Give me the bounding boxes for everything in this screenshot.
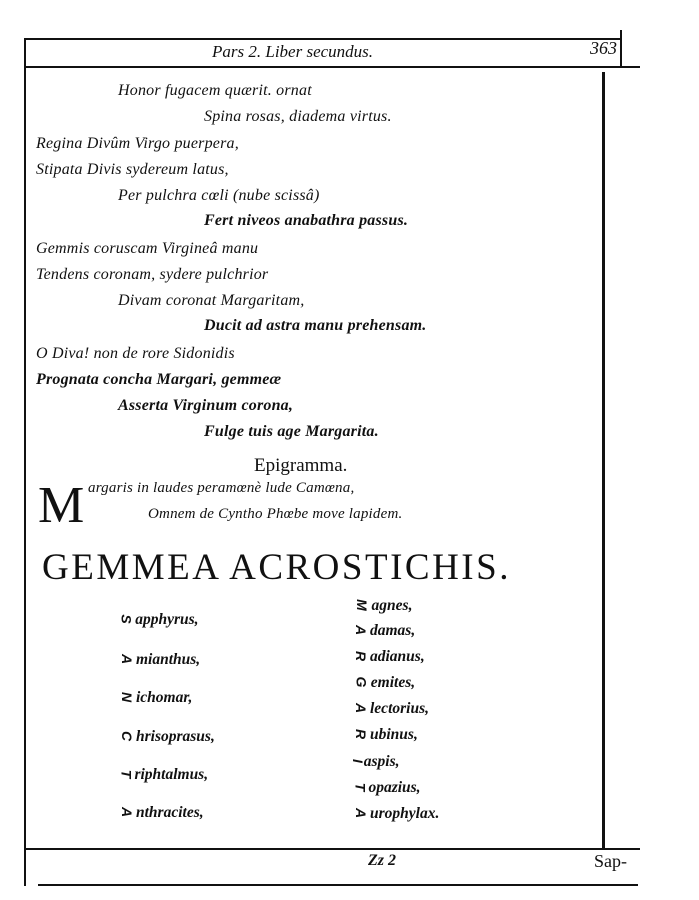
acrostic-word: ubinus, <box>370 726 418 743</box>
acrostic-initial: T <box>352 782 369 792</box>
verse-line: Tendens coronam, sydere pulchrior <box>36 266 269 283</box>
header-rule <box>24 66 640 68</box>
acrostic-initial: R <box>353 728 370 740</box>
acrostic-word: damas, <box>370 622 416 639</box>
verse-line: Gemmis coruscam Virgineâ manu <box>36 240 259 257</box>
right-frame-rule <box>602 72 605 849</box>
acrostic-right-item <box>353 674 416 692</box>
footer-rule <box>24 848 640 850</box>
verse-line: Fert niveos anabathra passus. <box>204 212 409 229</box>
acrostic-word: opazius, <box>368 779 421 796</box>
acrostic-left-item <box>118 766 209 784</box>
verse-line: Divam coronat Margaritam, <box>118 292 305 309</box>
header-divider-rule <box>620 30 622 66</box>
acrostic-left-item <box>119 651 201 669</box>
verse-line: Fulge tuis age Margarita. <box>204 423 379 440</box>
acrostic-left-item <box>118 611 199 629</box>
verse-line: Prognata concha Margari, gemmeæ <box>36 371 282 388</box>
catchword: Sap- <box>594 851 627 871</box>
acrostic-word: mianthus, <box>136 651 201 668</box>
epigram-line-1: argaris in laudes peramœnè lude Camœna, <box>88 480 355 496</box>
verse-line: Regina Divûm Virgo puerpera, <box>36 135 239 152</box>
verse-line: Per pulchra cœli (nube scissâ) <box>118 187 320 204</box>
acrostic-initial: A <box>353 702 370 714</box>
verse-line: Asserta Virginum corona, <box>118 397 294 414</box>
epigram-line-2: Omnem de Cyntho Phœbe move lapidem. <box>148 506 403 522</box>
verse-line: Honor fugacem quærit. ornat <box>118 82 312 99</box>
epigram-heading: Epigramma. <box>254 455 348 476</box>
acrostic-word: adianus, <box>370 648 425 665</box>
acrostic-word: urophylax. <box>370 805 440 822</box>
acrostic-initial: R <box>353 650 370 662</box>
acrostic-word: hrisoprasus, <box>136 728 215 745</box>
verse-line: O Diva! non de rore Sidonidis <box>36 345 235 362</box>
drop-cap-initial: M <box>38 477 85 534</box>
left-frame-rule <box>24 38 26 886</box>
acrostic-initial: S <box>118 614 135 624</box>
acrostic-word: lectorius, <box>370 700 429 717</box>
signature-mark: Zz 2 <box>368 852 396 869</box>
acrostic-initial: M <box>353 599 370 611</box>
acrostic-right-item <box>353 805 440 823</box>
acrostic-left-item <box>119 728 215 746</box>
acrostic-word: aspis, <box>363 753 400 770</box>
acrostic-initial: A <box>119 806 136 818</box>
page-number: 363 <box>590 38 617 58</box>
acrostic-left-item <box>119 689 193 707</box>
acrostic-word: ichomar, <box>136 689 193 706</box>
verse-line: Stipata Divis sydereum latus, <box>36 161 229 178</box>
acrostic-initial: C <box>119 730 136 742</box>
bottom-frame-rule <box>38 884 638 886</box>
acrostic-initial: N <box>119 691 136 703</box>
acrostic-right-item <box>352 779 421 797</box>
acrostic-word: nthracites, <box>136 804 204 821</box>
acrostic-initial: A <box>353 807 370 819</box>
acrostic-left-item <box>119 804 204 822</box>
acrostic-word: agnes, <box>371 597 413 614</box>
running-title: Pars 2. Liber secundus. <box>212 42 374 61</box>
acrostic-initial: I <box>349 759 366 763</box>
acrostic-initial: T <box>118 769 135 779</box>
acrostic-right-item <box>353 700 429 718</box>
acrostic-right-item <box>353 648 425 666</box>
acrostic-right-item <box>353 622 416 640</box>
acrostic-word: riphtalmus, <box>134 766 209 783</box>
acrostic-right-item <box>353 726 418 744</box>
acrostic-initial: G <box>353 676 370 688</box>
acrostic-word: apphyrus, <box>135 611 199 628</box>
acrostic-word: emites, <box>370 674 416 691</box>
verse-line: Ducit ad astra manu prehensam. <box>204 317 427 334</box>
verse-line: Spina rosas, diadema virtus. <box>204 108 392 125</box>
acrostic-initial: A <box>119 653 136 665</box>
acrostic-initial: A <box>353 624 370 636</box>
acrostic-right-item <box>353 597 413 615</box>
section-title: GEMMEA ACROSTICHIS. <box>42 547 511 588</box>
top-frame-rule <box>24 38 620 40</box>
acrostic-right-item <box>349 753 400 771</box>
